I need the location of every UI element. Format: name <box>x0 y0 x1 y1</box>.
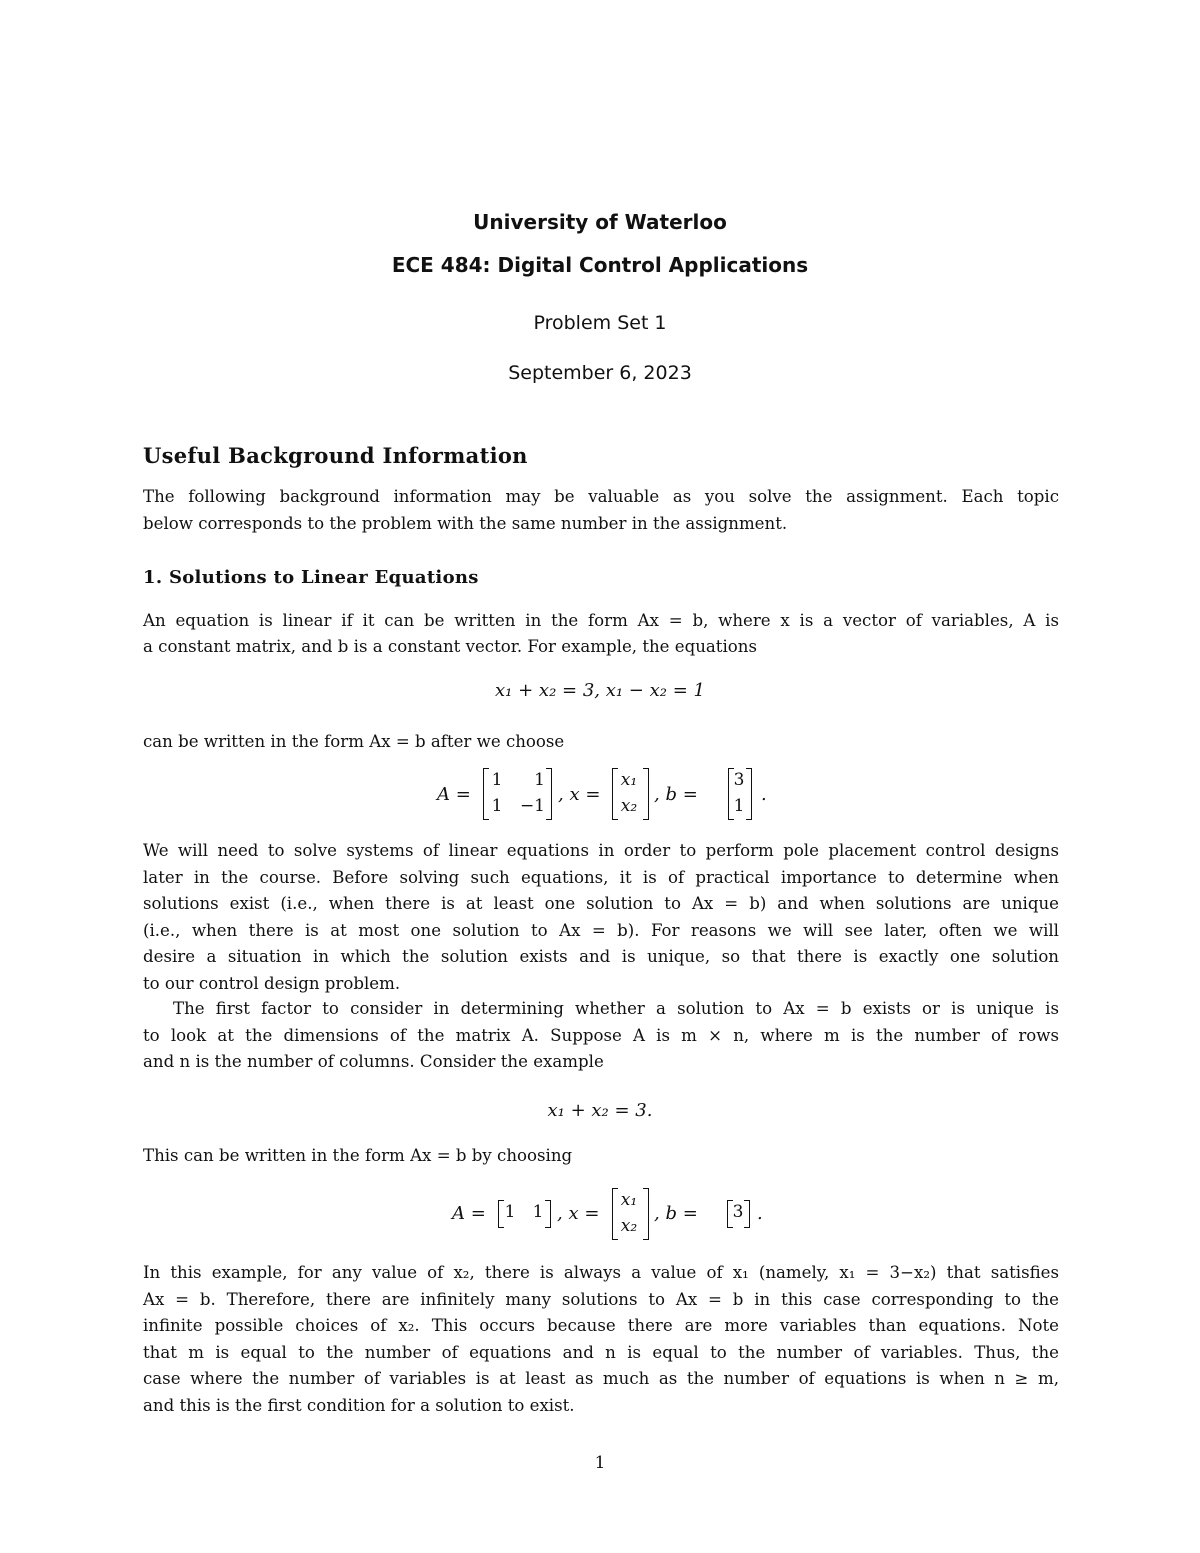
vector-b-label: , b = <box>654 1203 698 1224</box>
paragraph-line: solutions exist (i.e., when there is at least one solution to Ax = b) and when solutions are unique <box>143 894 1059 914</box>
course-title: ECE 484: Digital Control Applications <box>391 253 809 277</box>
matrix-a-cell: 1 <box>491 770 503 790</box>
paragraph-line: infinite possible choices of x₂. This occurs because there are more variables than equations. Note <box>143 1316 1059 1336</box>
paragraph-line: desire a situation in which the solution exists and is unique, so that there is exactly one solution <box>143 947 1059 967</box>
vector-x-cell: x₂ <box>620 796 638 816</box>
university-title: University of Waterloo <box>473 210 727 234</box>
vector-x-right-bracket <box>643 768 649 820</box>
matrix-a-cell: 1 <box>491 796 503 816</box>
equation-period: . <box>757 1203 763 1224</box>
paragraph-line: The first factor to consider in determining whether a solution to Ax = b exists or is unique is <box>173 999 1059 1018</box>
equation-pair: x₁ + x₂ = 3, x₁ − x₂ = 1 <box>495 680 705 701</box>
problem-set-label: Problem Set 1 <box>533 312 667 334</box>
paragraph-line: An equation is linear if it can be written in the form Ax = b, where x is a vector of variables, A is <box>143 611 1059 630</box>
vector-x-cell: x₂ <box>620 1216 638 1236</box>
vector-b-right-bracket <box>746 768 752 820</box>
page-number: 1 <box>594 1453 606 1473</box>
vector-b-cell: 1 <box>733 796 745 816</box>
vector-x-cell: x₁ <box>620 1190 638 1210</box>
matrix-a-left-bracket <box>483 768 489 820</box>
matrix-a-cell: 1 <box>532 1202 544 1222</box>
paragraph-line: In this example, for any value of x₂, there is always a value of x₁ (namely, x₁ = 3−x₂) that satisfies <box>143 1263 1059 1282</box>
paragraph-choose: can be written in the form Ax = b after we choose <box>143 732 565 751</box>
vector-x-label: , x = <box>557 1203 600 1224</box>
vector-b-cell: 3 <box>733 770 745 790</box>
paragraph-line: (i.e., when there is at most one solution to Ax = b). For reasons we will see later, often we will <box>143 920 1059 940</box>
paragraph-line: and this is the first condition for a solution to exist. <box>143 1396 575 1415</box>
equation-period: . <box>761 784 767 805</box>
paragraph-line: case where the number of variables is at least as much as the number of equations is when n ≥ m, <box>143 1369 1059 1389</box>
paragraph-line: that m is equal to the number of equations and n is equal to the number of variables. Thus, the <box>143 1342 1059 1362</box>
vector-b-cell: 3 <box>732 1202 744 1222</box>
matrix-a-right-bracket <box>545 1200 551 1228</box>
section-heading: Useful Background Information <box>143 443 528 468</box>
vector-x-right-bracket <box>643 1188 649 1240</box>
vector-b-right-bracket <box>744 1200 750 1228</box>
paragraph-line: a constant matrix, and b is a constant vector. For example, the equations <box>143 637 757 656</box>
matrix-a-cell: 1 <box>534 770 545 790</box>
equation-single: x₁ + x₂ = 3. <box>547 1100 653 1121</box>
matrix-a-label: A = <box>452 1203 486 1224</box>
document-date: September 6, 2023 <box>508 362 692 384</box>
paragraph-line: We will need to solve systems of linear equations in order to perform pole placement control designs <box>143 841 1059 860</box>
vector-x-cell: x₁ <box>620 770 638 790</box>
matrix-a-label: A = <box>437 784 471 805</box>
matrix-a-right-bracket <box>546 768 552 820</box>
paragraph-line: Ax = b. Therefore, there are infinitely many solutions to Ax = b in this case corresponding to the <box>143 1289 1059 1309</box>
paragraph-line: to look at the dimensions of the matrix A. Suppose A is m × n, where m is the number of rows <box>143 1025 1059 1045</box>
matrix-a-cell: 1 <box>504 1202 516 1222</box>
paragraph-line: below corresponds to the problem with the same number in the assignment. <box>143 514 788 533</box>
paragraph-line: and n is the number of columns. Consider the example <box>143 1052 604 1072</box>
subsection-heading: 1. Solutions to Linear Equations <box>143 567 479 588</box>
paragraph-choosing: This can be written in the form Ax = b by choosing <box>143 1146 573 1165</box>
paragraph-line: The following background information may be valuable as you solve the assignment. Each topic <box>143 487 1059 506</box>
vector-x-label: , x = <box>558 784 601 805</box>
paragraph-line: to our control design problem. <box>143 974 401 993</box>
paragraph-line: later in the course. Before solving such equations, it is of practical importance to determine when <box>143 867 1059 887</box>
matrix-a-cell: −1 <box>519 796 545 816</box>
vector-b-label: , b = <box>654 784 698 805</box>
